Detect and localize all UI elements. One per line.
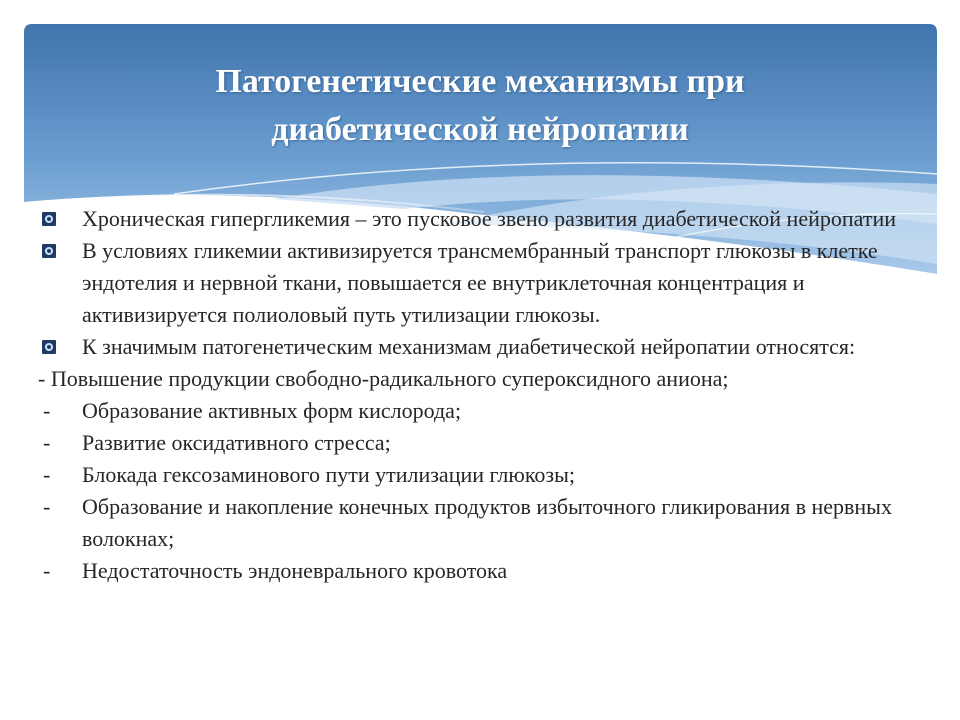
- dash-item: [38, 555, 928, 587]
- dash-item-text: Образование и накопление конечных продуктов избыточного гликирования в нервных волокнах;: [82, 494, 892, 551]
- bullet-item: [38, 331, 928, 363]
- intro-list-item: - Повышение продукции свободно-радикального супероксидного аниона;: [38, 366, 729, 391]
- title-line-1: Патогенетические механизмы при: [215, 63, 745, 100]
- dash-item-text: Образование активных форм кислорода;: [82, 398, 462, 423]
- dash-marker: -: [43, 494, 51, 519]
- square-bullet-icon: [42, 244, 56, 258]
- dash-marker: -: [43, 430, 51, 455]
- dash-marker: -: [43, 462, 51, 487]
- bullet-text: К значимым патогенетическим механизмам диабетической нейропатии относятся:: [82, 334, 856, 359]
- title-line-2: диабетической нейропатии: [271, 111, 689, 148]
- dash-item: [38, 395, 928, 427]
- dash-item: [38, 427, 928, 459]
- dash-item-text: Блокада гексозаминового пути утилизации глюкозы;: [82, 462, 575, 487]
- dash-item-text: Развитие оксидативного стресса;: [82, 430, 391, 455]
- dash-marker: -: [43, 558, 51, 583]
- square-bullet-icon: [42, 340, 56, 354]
- bullet-item: [38, 235, 928, 331]
- square-bullet-icon: [42, 212, 56, 226]
- dash-marker: -: [43, 398, 51, 423]
- bullet-item: [38, 203, 928, 235]
- dash-item-text: Недостаточность эндоневрального кровотока: [82, 558, 508, 583]
- dash-item: [38, 459, 928, 491]
- slide-title: [60, 58, 900, 154]
- bullet-text: Хроническая гипергликемия – это пусковое звено развития диабетической нейропатии: [82, 206, 896, 231]
- slide-content: [38, 203, 928, 587]
- dash-item: [38, 491, 928, 555]
- bullet-text: В условиях гликемии активизируется трансмембранный транспорт глюкозы в клетке эндотелия и нервной ткани, повышается ее внутриклеточная концентрация и активизируется полиоловый путь утилизации глюкозы.: [82, 238, 878, 327]
